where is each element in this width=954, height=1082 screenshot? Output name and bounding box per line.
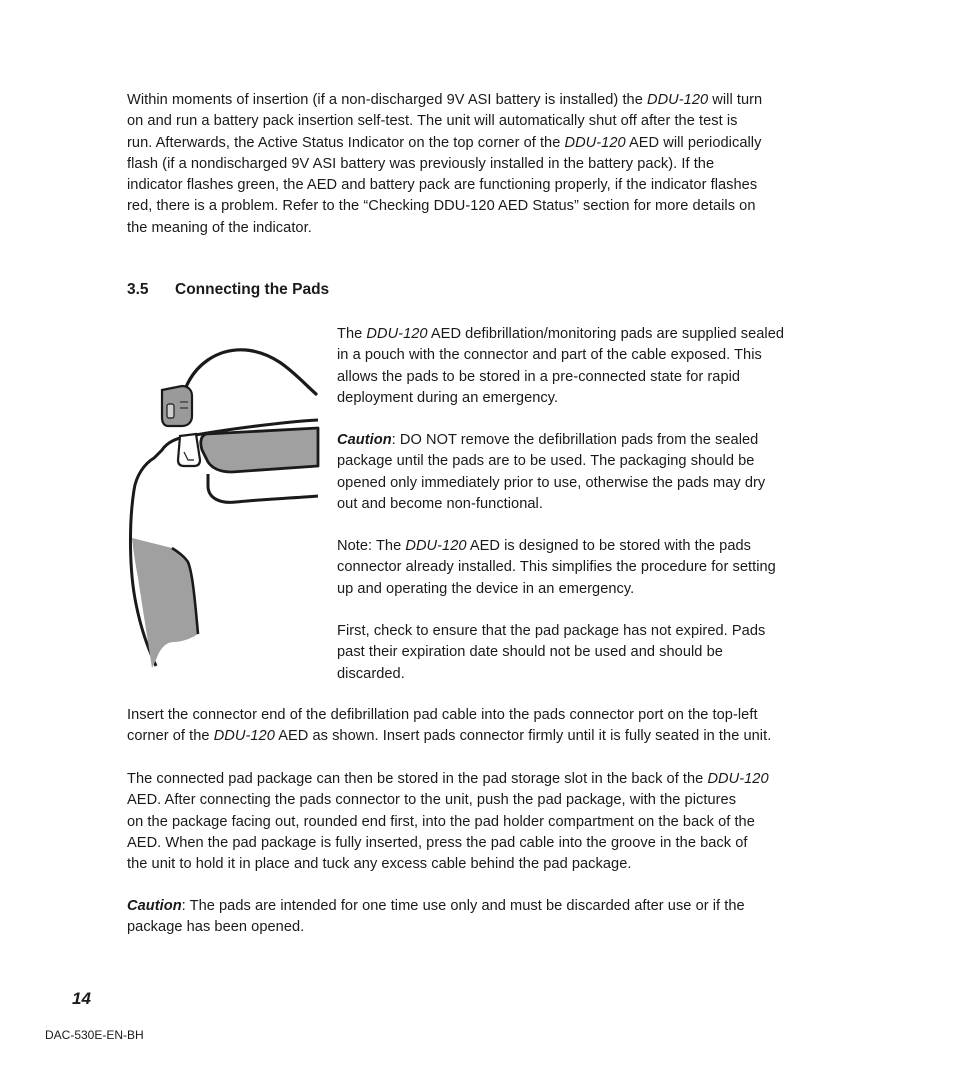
- text-line: [127, 726, 771, 747]
- text-line: [127, 833, 769, 854]
- text-line: [127, 790, 769, 811]
- section-title: Connecting the Pads: [175, 281, 330, 298]
- caution-single-use-paragraph: [127, 896, 745, 939]
- text-line: [337, 494, 765, 515]
- storage-paragraph: [127, 769, 769, 875]
- text-run: The connected pad package can then be stored in the pad storage slot in the back of the: [127, 771, 708, 787]
- text-line: [337, 367, 784, 388]
- text-run: corner of the: [127, 728, 214, 745]
- expiration-check-paragraph: [337, 621, 765, 685]
- caution-sealed-paragraph: [337, 430, 765, 515]
- text-run: AED defibrillation/monitoring pads are supplied sealed: [427, 326, 785, 342]
- pads-connector-port: [178, 434, 200, 466]
- section-number: 3.5: [127, 281, 149, 298]
- text-run: The: [337, 326, 367, 342]
- text-run: run. Afterwards, the Active Status Indicator on the top corner of the: [127, 134, 565, 151]
- pad-storage-slot: [208, 474, 318, 502]
- product-name: DDU-120: [213, 728, 275, 745]
- product-name: DDU-120: [366, 326, 428, 342]
- text-run: AED. When the pad package is fully inserted, press the pad cable into the groove in the back of: [127, 834, 748, 851]
- section-heading: [127, 280, 329, 300]
- text-line: [127, 111, 762, 132]
- text-run: on the package facing out, rounded end first, into the pad holder compartment on the back of the: [127, 813, 755, 830]
- text-run: connector already installed. This simplifies the procedure for setting: [337, 559, 776, 576]
- text-run: past their expiration date should not be used and should be: [337, 644, 723, 661]
- text-line: [337, 451, 765, 472]
- text-line: [127, 218, 762, 239]
- text-run: on and run a battery pack insertion self-test. The unit will automatically shut off after the test is: [127, 113, 738, 130]
- page-number: 14: [72, 989, 91, 1008]
- text-run: AED. After connecting the pads connector to the unit, push the pad package, with the pictures: [127, 792, 737, 809]
- text-line: [337, 324, 784, 345]
- text-line: [127, 705, 771, 726]
- text-run: flash (if a nondischarged 9V ASI battery was previously installed in the battery pack). If the: [127, 155, 715, 172]
- text-line: [337, 664, 765, 685]
- text-line: [127, 917, 745, 938]
- text-line: [127, 769, 769, 790]
- text-run: in a pouch with the connector and part of the cable exposed. This: [337, 347, 762, 364]
- intro-paragraph: [127, 90, 762, 239]
- pads-connector-illustration: [122, 342, 324, 672]
- text-run: up and operating the device in an emergency.: [337, 580, 635, 597]
- text-line: [337, 536, 776, 557]
- text-run: : The pads are intended for one time use only and must be discarded after use or if the: [181, 898, 745, 914]
- text-line: [127, 90, 762, 111]
- text-line: [127, 854, 769, 875]
- text-run: discarded.: [337, 665, 405, 682]
- aed-side-panel: [132, 538, 198, 668]
- product-name: DDU-120: [707, 771, 769, 787]
- text-run: First, check to ensure that the pad package has not expired. Pads: [337, 623, 766, 639]
- text-run: red, there is a problem. Refer to the “Checking DDU-120 AED Status” section for more details on: [127, 198, 756, 215]
- insert-connector-paragraph: [127, 705, 771, 748]
- text-line: [127, 812, 769, 833]
- text-line: [337, 473, 765, 494]
- text-line: [127, 133, 762, 154]
- text-run: opened only immediately prior to use, otherwise the pads may dry: [337, 474, 766, 491]
- text-line: [127, 175, 762, 196]
- text-run: out and become non-functional.: [337, 495, 543, 512]
- text-line: [127, 196, 762, 217]
- plug-latch: [167, 404, 174, 418]
- text-line: [337, 579, 776, 600]
- text-run: AED is designed to be stored with the pads: [466, 538, 752, 554]
- text-run: the meaning of the indicator.: [127, 219, 312, 236]
- text-run: package has been opened.: [127, 919, 305, 936]
- text-run: : DO NOT remove the defibrillation pads from the sealed: [391, 432, 759, 448]
- text-run: indicator flashes green, the AED and battery pack are functioning properly, if the indicator flashes: [127, 177, 758, 194]
- text-line: [337, 557, 776, 578]
- product-name: DDU-120: [564, 134, 626, 151]
- note-paragraph: [337, 536, 776, 600]
- text-line: [127, 154, 762, 175]
- text-line: [337, 430, 765, 451]
- text-run: package until the pads are to be used. The packaging should be: [337, 453, 755, 470]
- caution-label: Caution: [127, 898, 182, 914]
- text-run: Insert the connector end of the defibrillation pad cable into the pads connector port on the top-left: [127, 707, 758, 723]
- text-line: [337, 621, 765, 642]
- caution-label: Caution: [337, 432, 392, 448]
- text-line: [127, 896, 745, 917]
- product-name: DDU-120: [405, 538, 467, 554]
- text-line: [337, 642, 765, 663]
- text-run: AED as shown. Insert pads connector firmly until it is fully seated in the unit.: [274, 728, 772, 745]
- text-run: AED will periodically: [625, 134, 762, 151]
- text-run: will turn: [708, 92, 763, 108]
- text-run: Within moments of insertion (if a non-discharged 9V ASI battery is installed) the: [127, 92, 647, 108]
- text-run: deployment during an emergency.: [337, 389, 559, 406]
- text-run: the unit to hold it in place and tuck any excess cable behind the pad package.: [127, 856, 632, 873]
- text-run: Note: The: [337, 538, 406, 554]
- text-run: allows the pads to be stored in a pre-connected state for rapid: [337, 368, 741, 385]
- text-line: [337, 345, 784, 366]
- product-name: DDU-120: [647, 92, 709, 108]
- pad-package: [201, 428, 318, 472]
- pad-cable: [184, 350, 316, 394]
- text-line: [337, 388, 784, 409]
- document-code: DAC-530E-EN-BH: [45, 1028, 144, 1042]
- pads-supplied-paragraph: [337, 324, 784, 409]
